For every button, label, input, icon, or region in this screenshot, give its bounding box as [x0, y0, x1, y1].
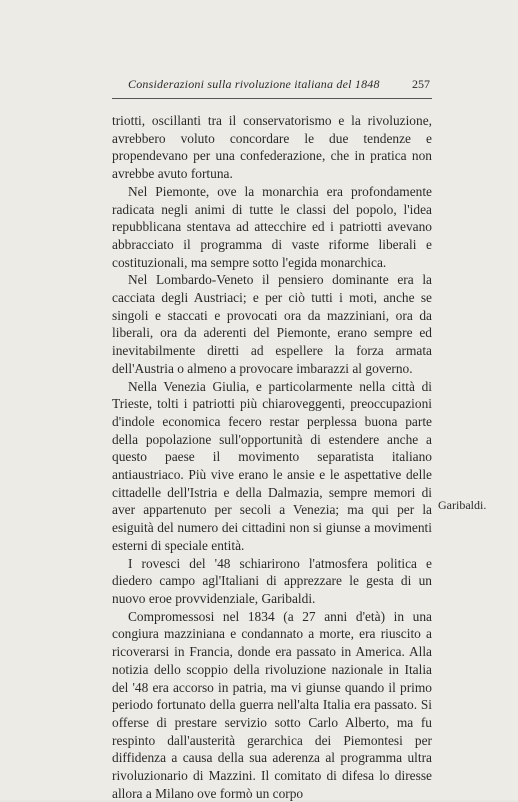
- margin-note: Garibaldi.: [438, 498, 487, 512]
- paragraph-3: Nel Lombardo-Veneto il pensiero dominante era la cacciata degli Austriaci; e per ciò tutti i moti, anche se singoli e staccati e provocati ora da mazziniani, ora da liberali, ora da aderenti del Piemonte, erano sempre ed inevitabilmente diretti ad espellere la forza armata dell'Austria o almeno a provocare imbarazzi al governo.: [112, 272, 432, 376]
- header-rule: [112, 98, 432, 99]
- paragraph-4: Nella Venezia Giulia, e particolarmente nella città di Trieste, tolti i patriotti più chiaroveggenti, preoccupazioni d'indole economica fecero restar perplessa buona parte della popolazione sull'opportunità di estendere anche a questo paese il movimento separatista italiano antiaustriaco. Più vive erano le ansie e le aspettative delle cittadelle dell'Istria e della Dalmazia, sempre memori di aver appartenuto per secoli a Venezia; ma qui per la esiguità del numero dei cittadini non si giunse a movimenti esterni di speciale entità.: [112, 378, 432, 553]
- running-header-title: Considerazioni sulla rivoluzione italiana del 1848: [128, 77, 380, 91]
- body-text: [112, 112, 432, 802]
- paragraph-2: Nel Piemonte, ove la monarchia era profondamente radicata negli animi di tutte le classi del popolo, l'idea repubblicana stentava ad attecchire ed i patriotti avevano abbracciato il programma di vaste riforme liberali e costituzionali, ma sempre sotto l'egida monarchica.: [112, 183, 432, 270]
- paragraph-1: triotti, oscillanti tra il conservatorismo e la rivoluzione, avrebbero voluto concordare le due tendenze e propendevano per una confederazione, che in pratica non avrebbe avuto fortuna.: [112, 113, 432, 182]
- page-number: 257: [412, 77, 430, 91]
- paragraph-5: I rovesci del '48 schiarirono l'atmosfera politica e diedero campo agl'Italiani di apprezzare le gesta di un nuovo eroe provvidenziale, Garibaldi.: [112, 555, 432, 606]
- paragraph-6: Compromessosi nel 1834 (a 27 anni d'età) in una congiura mazziniana e condannato a morte, era riuscito a ricoverarsi in Francia, donde era passato in America. Alla notizia dello scoppio della rivoluzione nazionale in Italia del '48 era accorso in patria, ma vi giunse quando il primo periodo fortunato della guerra nell'alta Italia era passato. Si offerse di prestare servizio sotto Carlo Alberto, ma fu respinto dall'austerità gerarchica dei Piemontesi per diffidenza a causa della sua aderenza al programma ultra rivoluzionario di Mazzini. Il comitato di difesa lo diresse allora a Milano ove formò un corpo: [112, 608, 432, 801]
